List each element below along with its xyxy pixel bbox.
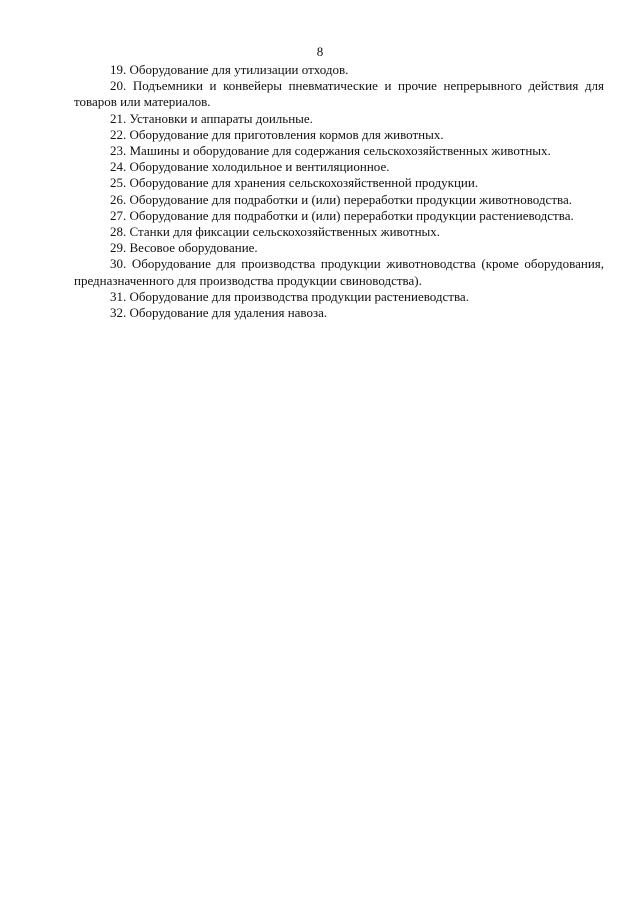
list-item: 22. Оборудование для приготовления кормов для животных. <box>110 126 444 142</box>
list-item: 20. Подъемники и конвейеры пневматические и прочие непрерывного действия для товаров или материалов. <box>74 78 604 110</box>
list-item: 23. Машины и оборудование для содержания сельскохозяйственных животных. <box>110 143 551 159</box>
list-item: 24. Оборудование холодильное и вентиляционное. <box>110 159 390 175</box>
list-item: 28. Станки для фиксации сельскохозяйственных животных. <box>110 224 441 240</box>
list-item: 27. Оборудование для подработки и (или) переработки продукции растениеводства. <box>110 207 574 223</box>
page-number: 8 <box>316 44 324 59</box>
list-item: 31. Оборудование для производства продукции растениеводства. <box>110 288 469 304</box>
list-item: 19. Оборудование для утилизации отходов. <box>110 62 349 77</box>
list-item: 25. Оборудование для хранения сельскохозяйственной продукции. <box>110 175 479 191</box>
list-item: 32. Оборудование для удаления навоза. <box>110 305 328 321</box>
equipment-list <box>74 62 604 321</box>
list-item: 29. Весовое оборудование. <box>110 240 258 256</box>
list-item: 26. Оборудование для подработки и (или) переработки продукции животноводства. <box>110 191 572 207</box>
list-item: 21. Установки и аппараты доильные. <box>110 110 313 126</box>
list-item: 30. Оборудование для производства продукции животноводства (кроме оборудования, предназначенного для производства продукции свиноводства). <box>74 256 604 288</box>
